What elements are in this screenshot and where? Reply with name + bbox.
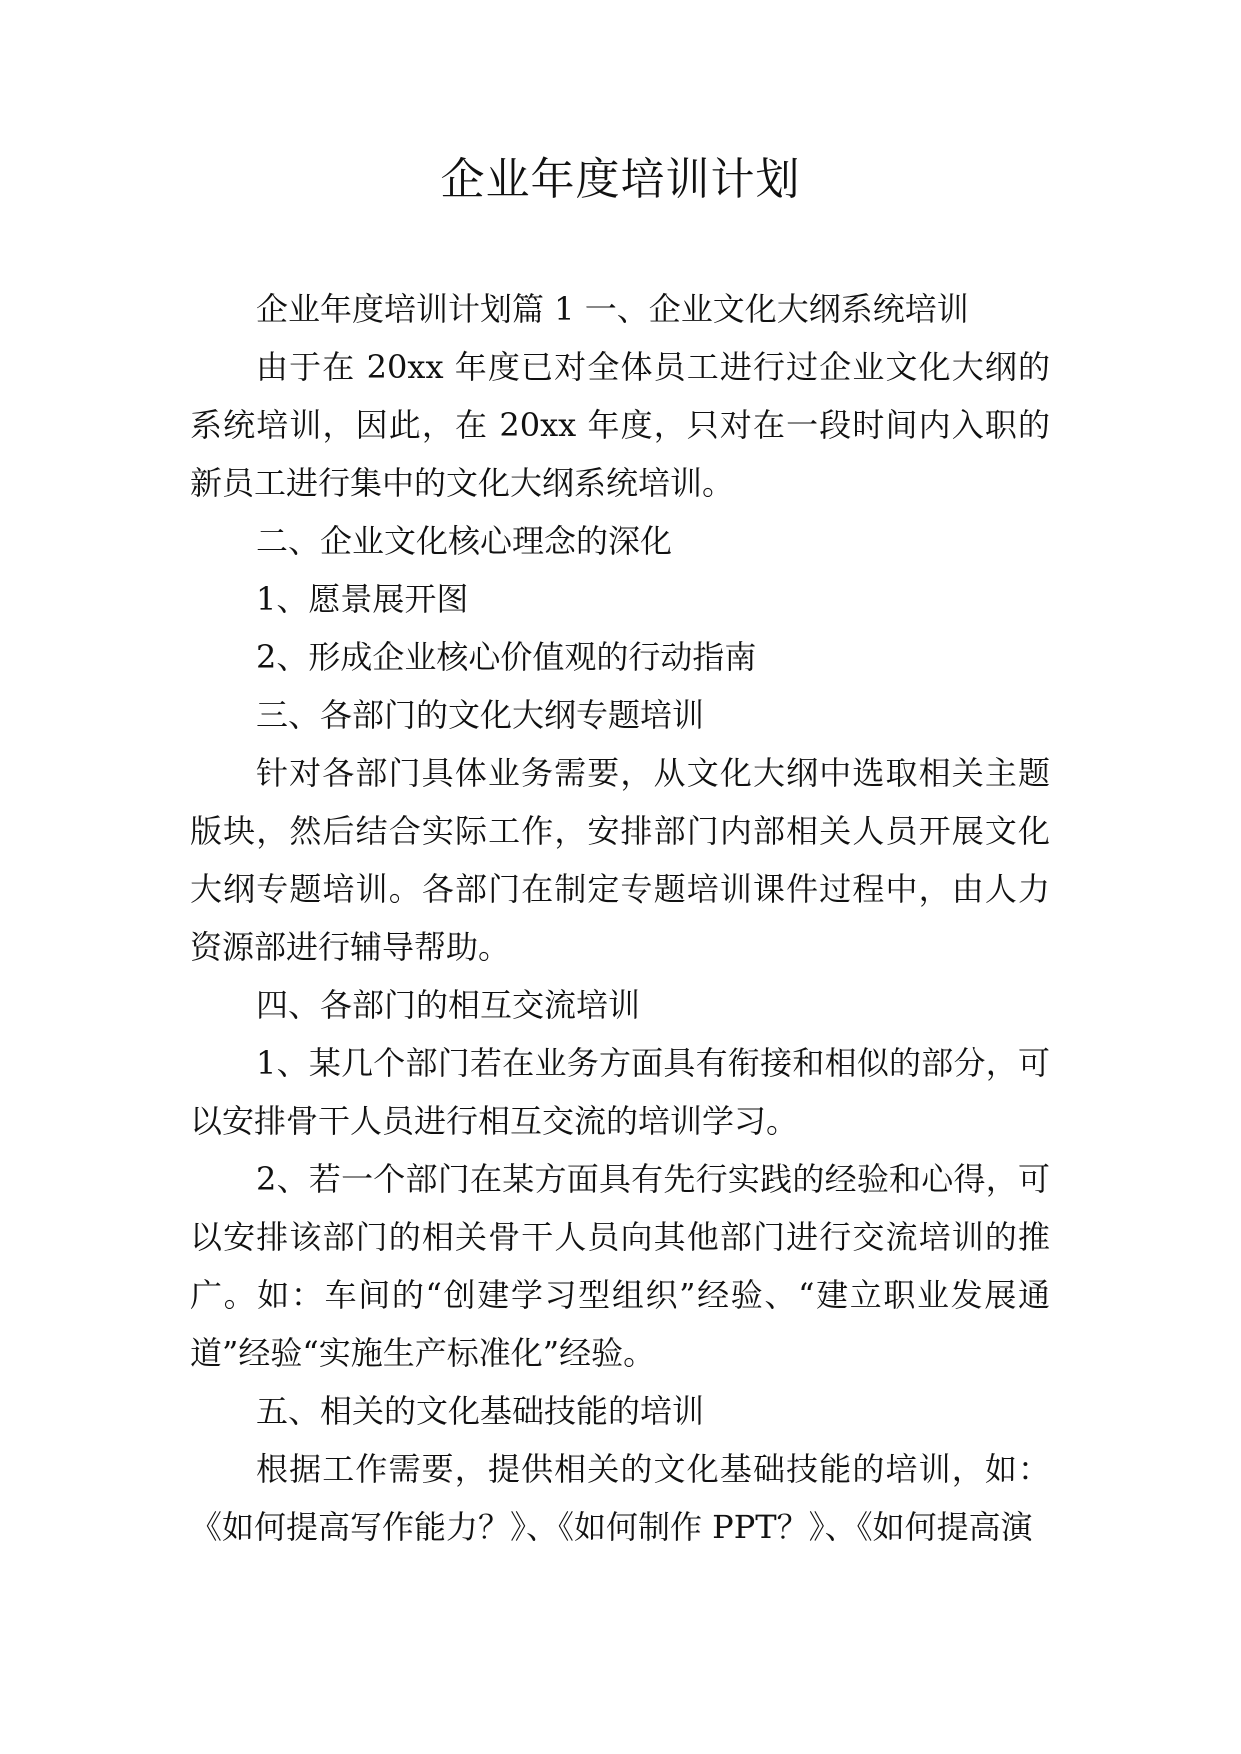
paragraph-item-values-guide: 2、形成企业核心价值观的行动指南 [256,638,757,676]
paragraph-item-vision: 1、愿景展开图 [256,580,469,618]
paragraph-item-exchange-two: 2、若一个部门在某方面具有先行实践的经验和心得，可以安排该部门的相关骨干人员向其他部门进行交流培训的推广。如：车间的“创建学习型组织”经验、“建立职业发展通道”经验“实施生产标准化”经验。 [190,1160,1050,1372]
paragraph-section-five-body: 根据工作需要，提供相关的文化基础技能的培训，如：《如何提高写作能力？》、《如何制作 PPT？》、《如何提高演 [190,1450,1050,1546]
paragraph-section-three-heading: 三、各部门的文化大纲专题培训 [256,696,705,734]
document-body [190,280,1050,1556]
paragraph-section-two-heading: 二、企业文化核心理念的深化 [256,522,673,560]
paragraph-item-exchange-one: 1、某几个部门若在业务方面具有衔接和相似的部分，可以安排骨干人员进行相互交流的培训学习。 [190,1044,1050,1140]
paragraph-section-one-heading: 企业年度培训计划篇 1 一、企业文化大纲系统培训 [256,290,969,328]
paragraph-section-four-heading: 四、各部门的相互交流培训 [256,986,641,1024]
paragraph-section-one-body: 由于在 20xx 年度已对全体员工进行过企业文化大纲的系统培训，因此，在 20xx 年度，只对在一段时间内入职的新员工进行集中的文化大纲系统培训。 [190,348,1050,502]
paragraph-section-five-heading: 五、相关的文化基础技能的培训 [256,1392,705,1430]
document-title: 企业年度培训计划 [440,154,801,205]
paragraph-section-three-body: 针对各部门具体业务需要，从文化大纲中选取相关主题版块，然后结合实际工作，安排部门内部相关人员开展文化大纲专题培训。各部门在制定专题培训课件过程中，由人力资源部进行辅导帮助。 [190,754,1050,966]
